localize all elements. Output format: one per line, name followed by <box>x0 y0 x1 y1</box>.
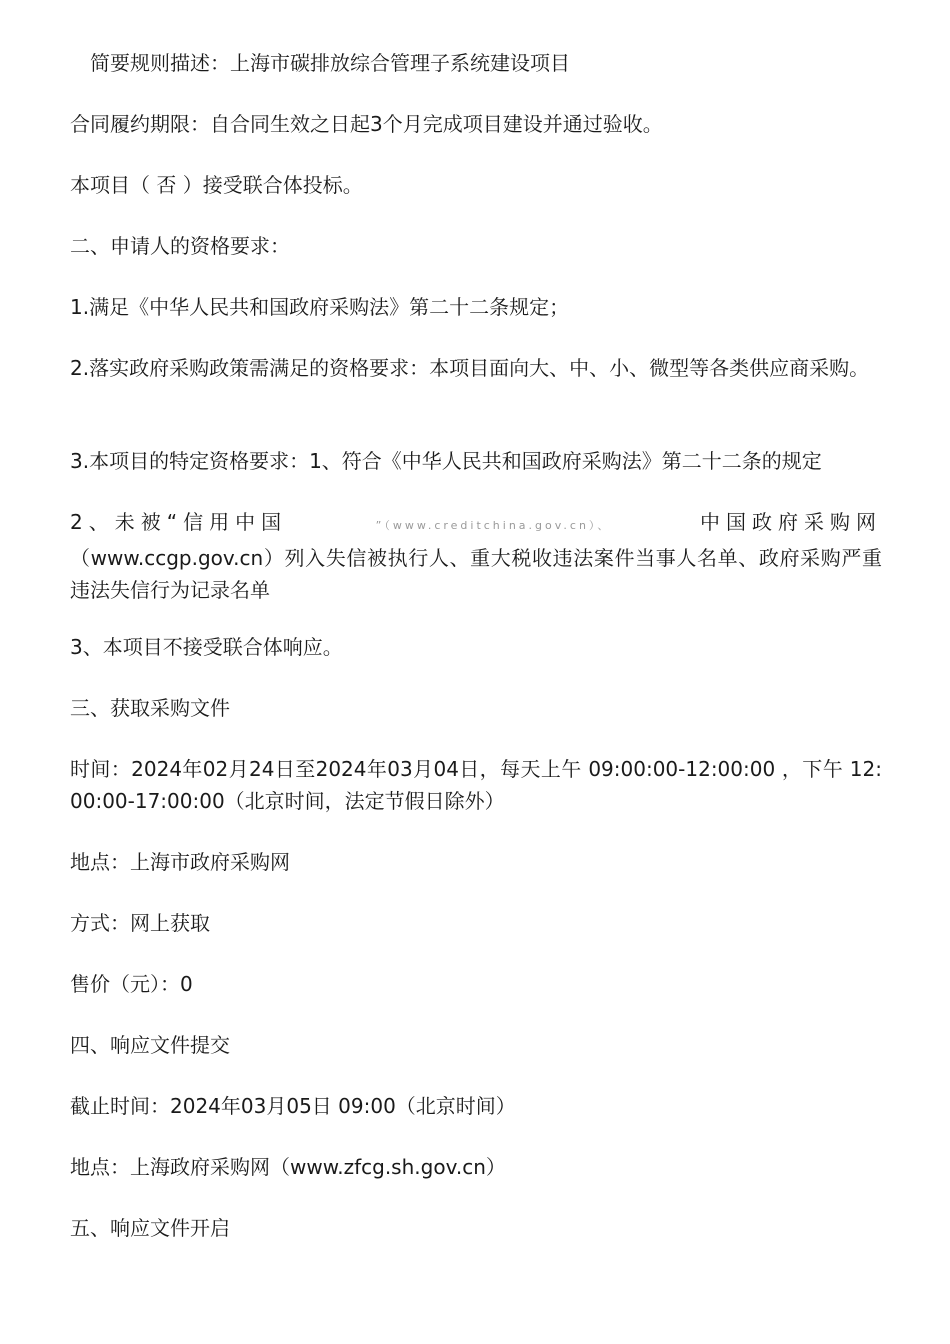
obtain-location: 地点：上海市政府采购网 <box>70 850 290 874</box>
credit-line-1 <box>70 506 882 542</box>
qualification-credit-paragraph <box>70 506 882 606</box>
credit-line-prefix: 2、未被“信用中国 <box>70 510 288 534</box>
contract-period: 合同履约期限：自合同生效之日起3个月完成项目建设并通过验收。 <box>70 112 663 136</box>
section-heading-submission: 四、响应文件提交 <box>70 1033 230 1057</box>
section-heading-opening: 五、响应文件开启 <box>70 1216 230 1240</box>
project-description: 简要规则描述：上海市碳排放综合管理子系统建设项目 <box>90 51 570 75</box>
obtain-time: 时间：2024年02月24日至2024年03月04日，每天上午 09:00:00-12:00:00 ，下午 12:00:00-17:00:00（北京时间，法定节假日除外） <box>70 757 882 813</box>
credit-line-rest: （www.ccgp.gov.cn）列入失信被执行人、重大税收违法案件当事人名单、政府采购严重违法失信行为记录名单 <box>70 546 882 602</box>
submission-deadline: 截止时间：2024年03月05日 09:00（北京时间） <box>70 1094 516 1118</box>
consortium-statement: 本项目（ 否 ）接受联合体投标。 <box>70 173 363 197</box>
ccgp-site-name: 中国政府采购网 <box>699 510 882 534</box>
section-heading-obtain-documents: 三、获取采购文件 <box>70 696 230 720</box>
section-heading-qualifications: 二、申请人的资格要求： <box>70 234 290 258</box>
qualification-item-1: 1.满足《中华人民共和国政府采购法》第二十二条规定； <box>70 295 570 319</box>
qualification-item-3: 3.本项目的特定资格要求：1、符合《中华人民共和国政府采购法》第二十二条的规定 <box>70 449 822 473</box>
no-consortium-response: 3、本项目不接受联合体响应。 <box>70 635 343 659</box>
qualification-item-2: 2.落实政府采购政策需满足的资格要求：本项目面向大、中、小、微型等各类供应商采购。 <box>70 356 870 380</box>
obtain-method: 方式：网上获取 <box>70 911 210 935</box>
credit-url-faint: ”（www.creditchina.gov.cn）、 <box>375 519 612 532</box>
submission-location: 地点：上海政府采购网（www.zfcg.sh.gov.cn） <box>70 1155 506 1179</box>
document-price: 售价（元）：0 <box>70 972 193 996</box>
